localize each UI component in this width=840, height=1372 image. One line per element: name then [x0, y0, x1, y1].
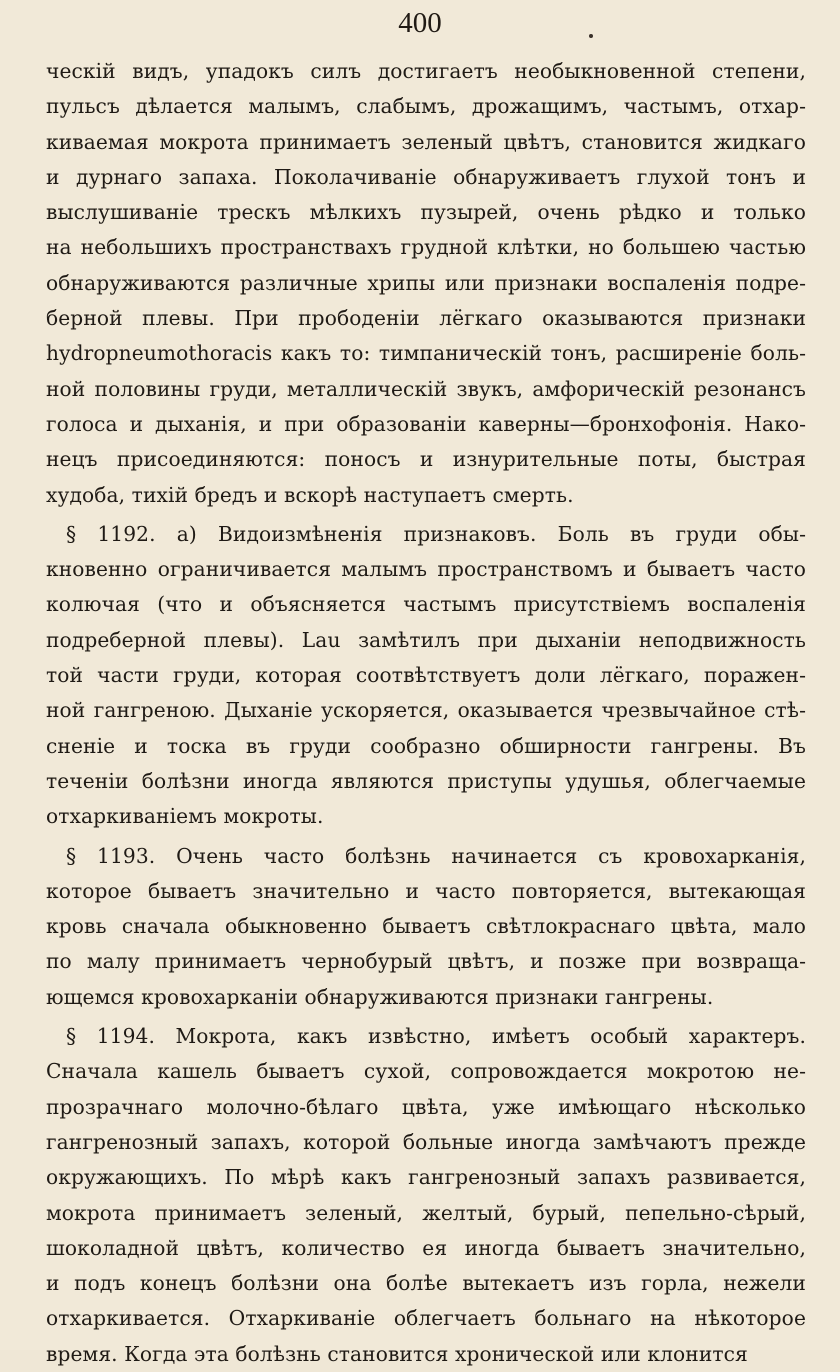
- paragraph: [46, 54, 806, 513]
- body-text: [46, 54, 806, 1372]
- text-line: теченіи болѣзни иногда являются приступы удушья, облегчаемые: [46, 768, 806, 793]
- text-line: и дурнаго запаха. Поколачиваніе обнаруживаетъ глухой тонъ и: [46, 164, 806, 189]
- paragraph: [46, 517, 806, 835]
- text-line: голоса и дыханія, и при образованіи каверны—бронхофонія. Нако-: [46, 411, 806, 436]
- text-line: по малу принимаетъ чернобурый цвѣтъ, и позже при возвраща-: [46, 949, 806, 974]
- text-line: мокрота принимаетъ зеленый, желтый, бурый, пепельно-сѣрый,: [46, 1200, 806, 1225]
- text-line: киваемая мокрота принимаетъ зеленый цвѣтъ, становится жидкаго: [46, 129, 806, 154]
- text-line: сненіе и тоска въ груди сообразно обширности гангрены. Въ: [46, 733, 806, 758]
- text-line: § 1192. а) Видоизмѣненія признаковъ. Боль въ груди обы-: [66, 521, 806, 546]
- text-line: берной плевы. При прободеніи лёгкаго оказываются признаки: [46, 306, 806, 331]
- text-line: отхаркивается. Отхаркиваніе облегчаетъ больнаго на нѣкоторое: [46, 1306, 806, 1331]
- page-number: 400: [398, 7, 442, 39]
- text-line: обнаруживаются различные хрипы или признаки воспаленія подре-: [46, 270, 806, 295]
- text-line: время. Когда эта болѣзнь становится хронической или клонится: [46, 1341, 748, 1366]
- text-line: § 1193. Очень часто болѣзнь начинается съ кровохарканія,: [66, 843, 806, 868]
- text-line: ющемся кровохарканіи обнаруживаются признаки гангрены.: [46, 984, 714, 1009]
- text-line: ной половины груди, металлическій звукъ, амфорическій резонансъ: [46, 376, 806, 401]
- text-line: Сначала кашель бываетъ сухой, сопровождается мокротою не-: [46, 1059, 806, 1084]
- text-line: и подъ конецъ болѣзни она болѣе вытекаетъ изъ горла, нежели: [46, 1271, 806, 1296]
- text-line: hydropneumothoracis какъ то: тимпаническій тонъ, расширеніе боль-: [46, 341, 806, 366]
- text-line: колючая (что и объясняется частымъ присутствіемъ воспаленія: [46, 592, 806, 617]
- text-line: шоколадной цвѣтъ, количество ея иногда бываетъ значительно,: [46, 1235, 806, 1260]
- text-line: кровь сначала обыкновенно бываетъ свѣтлокраснаго цвѣта, мало: [46, 914, 806, 939]
- text-line: нецъ присоединяются: поносъ и изнурительные поты, быстрая: [46, 447, 806, 472]
- text-line: худоба, тихій бредъ и вскорѣ наступаетъ смерть.: [46, 482, 574, 507]
- paragraph: [46, 1019, 806, 1372]
- text-line: § 1194. Мокрота, какъ извѣстно, имѣетъ особый характеръ.: [66, 1024, 806, 1049]
- text-line: подреберной плевы). Lau замѣтилъ при дыханіи неподвижность: [46, 627, 806, 652]
- text-line: ной гангреною. Дыханіе ускоряется, оказывается чрезвычайное стѣ-: [46, 698, 806, 723]
- text-line: гангренозный запахъ, которой больные иногда замѣчаютъ прежде: [46, 1129, 806, 1154]
- text-line: той части груди, которая соотвѣтствуетъ доли лёгкаго, поражен-: [46, 663, 806, 688]
- ink-speck: [589, 34, 593, 38]
- text-line: которое бываетъ значительно и часто повторяется, вытекающая: [46, 878, 806, 903]
- text-line: пульсъ дѣлается малымъ, слабымъ, дрожащимъ, частымъ, отхар-: [46, 94, 806, 119]
- text-line: кновенно ограничивается малымъ пространствомъ и бываетъ часто: [46, 557, 806, 582]
- paragraph: [46, 839, 806, 1015]
- text-line: прозрачнаго молочно-бѣлаго цвѣта, уже имѣющаго нѣсколько: [46, 1094, 806, 1119]
- text-line: окружающихъ. По мѣрѣ какъ гангренозный запахъ развивается,: [46, 1165, 806, 1190]
- text-line: на небольшихъ пространствахъ грудной клѣтки, но большею частью: [46, 235, 806, 260]
- text-line: ческій видъ, упадокъ силъ достигаетъ необыкновенной степени,: [46, 59, 806, 83]
- text-line: выслушиваніе трескъ мѣлкихъ пузырей, очень рѣдко и только: [46, 200, 806, 225]
- text-line: отхаркиваніемъ мокроты.: [46, 804, 324, 829]
